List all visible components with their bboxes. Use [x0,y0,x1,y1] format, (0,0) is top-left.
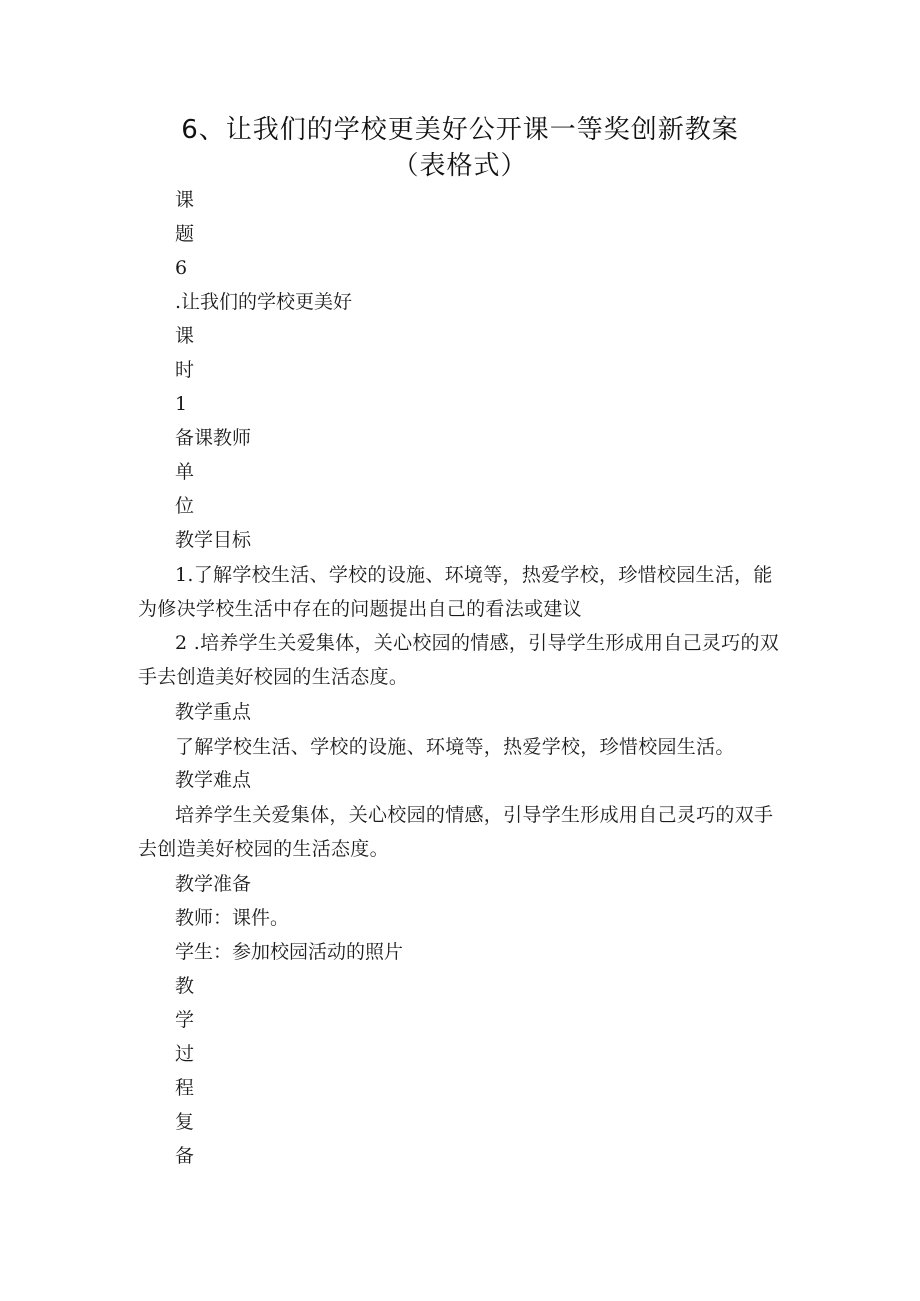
prep-student: 学生：参加校园活动的照片 [175,941,404,963]
label-shi: 时 [175,359,195,381]
label-bei: 备 [175,1145,195,1167]
label-ke: 课 [175,189,195,211]
label-ti: 题 [175,223,195,245]
label-ke-2: 课 [175,325,195,347]
prep-teacher: 教师：课件。 [175,907,290,929]
label-cheng: 程 [175,1077,195,1099]
label-objectives: 教学目标 [175,529,252,551]
label-fu: 复 [175,1111,195,1133]
key-point-text: 了解学校生活、学校的设施、环境等，热爱学校，珍惜校园生活。 [175,736,735,758]
objective-2: 2 .培养学生关爱集体，关心校园的情感，引导学生形成用自己灵巧的双手去创造美好校园的生活态度。 [138,632,780,688]
label-teacher: 备课教师 [175,427,252,449]
label-difficulty: 教学难点 [175,769,252,791]
lesson-name: .让我们的学校更美好 [175,291,353,313]
lesson-number: 6 [175,257,188,279]
label-preparation: 教学准备 [175,873,252,895]
document-title: 6、让我们的学校更美好公开课一等奖创新教案（表格式） [181,115,739,181]
label-key-point: 教学重点 [175,701,252,723]
difficulty-text: 培养学生关爱集体，关心校园的情感，引导学生形成用自己灵巧的双手去创造美好校园的生活态度。 [138,804,774,860]
label-jiao: 教 [175,975,195,997]
lesson-hours: 1 [175,393,188,415]
objective-1: 1.了解学校生活、学校的设施、环境等，热爱学校，珍惜校园生活，能为修决学校生活中存在的问题提出自己的看法或建议 [138,564,773,620]
label-dan: 单 [175,461,195,483]
label-guo: 过 [175,1043,195,1065]
label-wei: 位 [175,495,195,517]
label-xue: 学 [175,1009,195,1031]
